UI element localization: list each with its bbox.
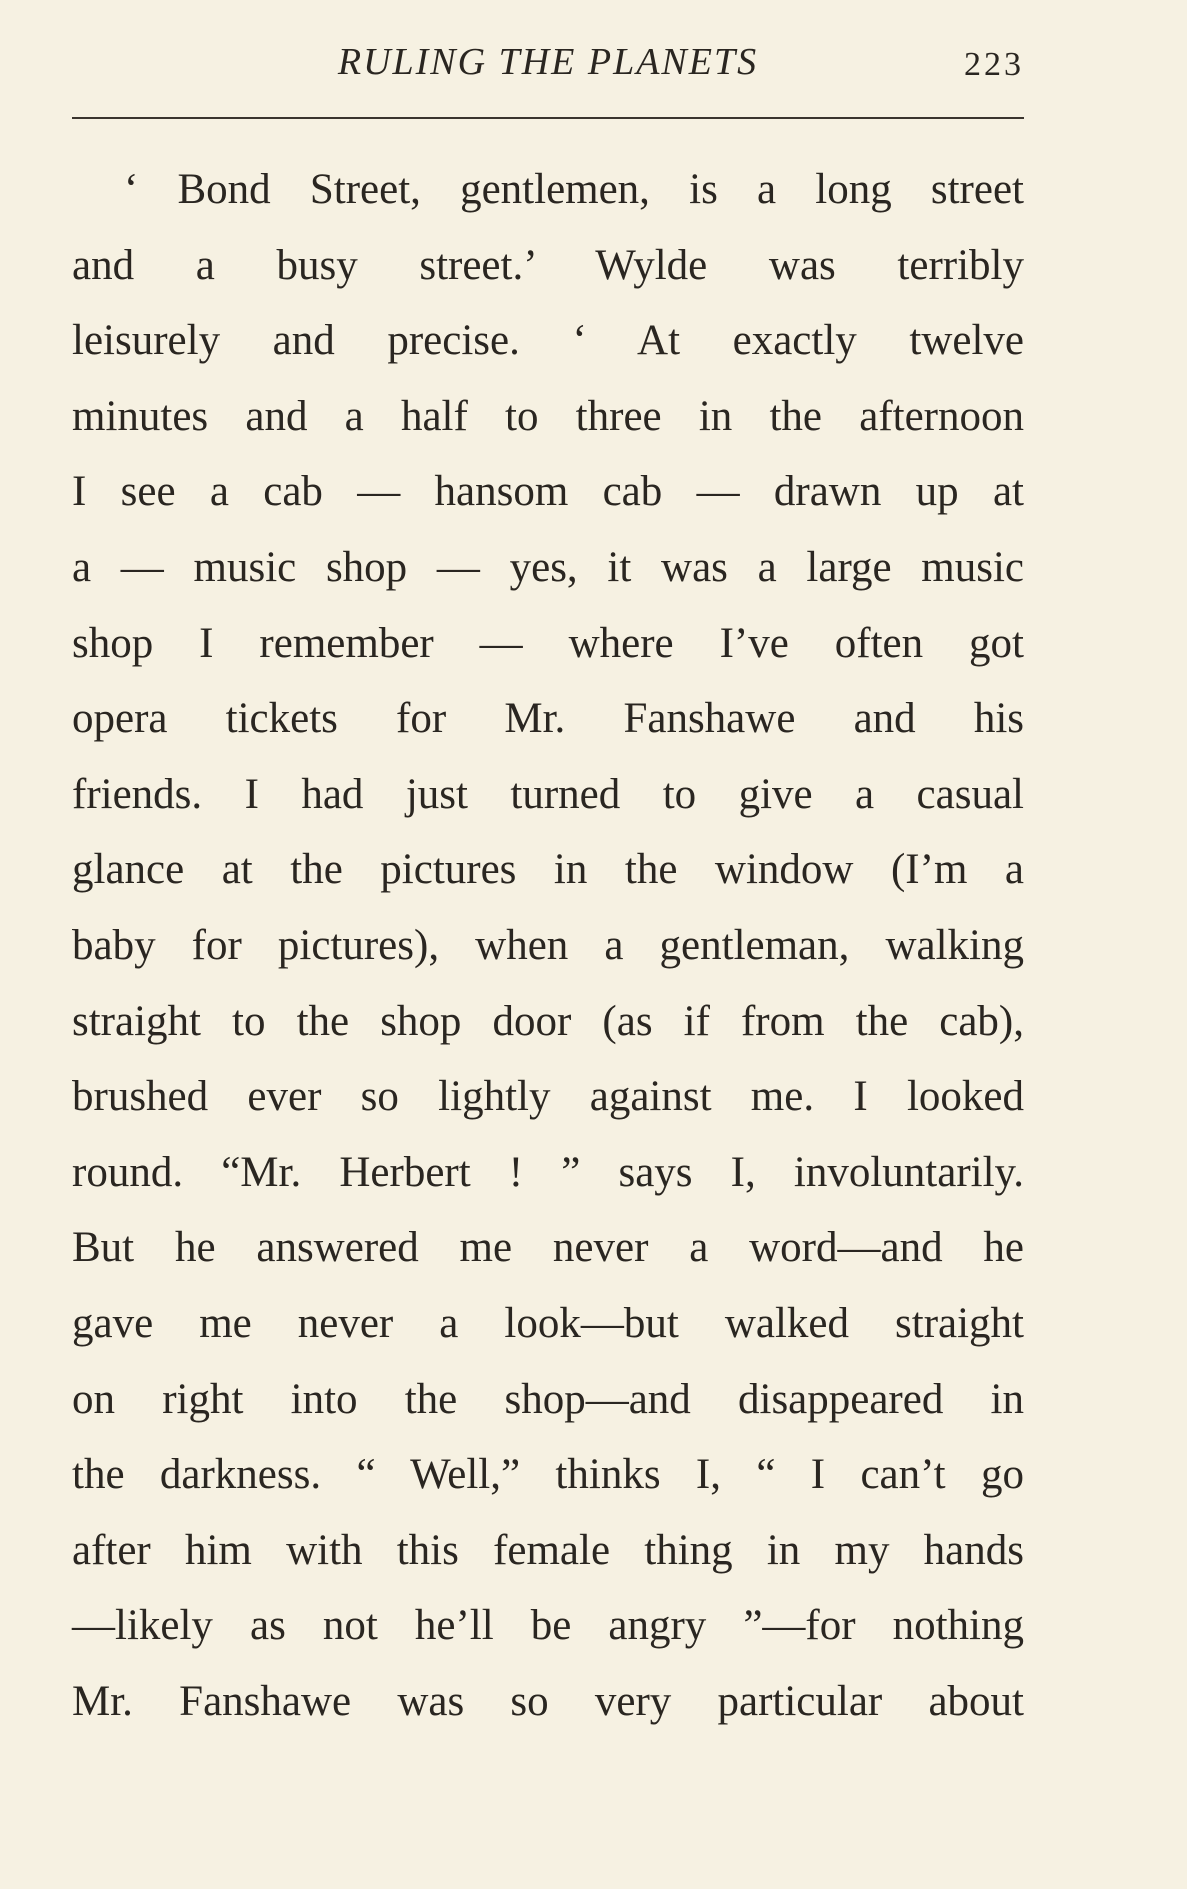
text-line: friends. I had just turned to give a casual	[72, 770, 1024, 818]
text-line: glance at the pictures in the window (I’m a	[72, 846, 1024, 894]
text-line: round. “Mr. Herbert ! ” says I, involuntarily.	[72, 1148, 1024, 1196]
text-line: Mr. Fanshawe was so very particular about	[72, 1677, 1024, 1725]
text-line: shop I remember — where I’ve often got	[72, 619, 1024, 667]
header-rule	[72, 117, 1024, 119]
text-line: the darkness. “ Well,” thinks I, “ I can’t go	[72, 1451, 1024, 1499]
text-line: on right into the shop—and disappeared in	[72, 1375, 1024, 1423]
text-line: ‘ Bond Street, gentlemen, is a long street	[124, 166, 1024, 213]
text-line: brushed ever so lightly against me. I looked	[72, 1073, 1024, 1121]
running-title: RULING THE PLANETS	[337, 41, 759, 83]
page-number: 223	[964, 46, 1024, 83]
text-line: But he answered me never a word—and he	[72, 1224, 1024, 1272]
body-text	[72, 152, 1024, 1739]
text-line: —likely as not he’ll be angry ”—for nothing	[72, 1602, 1024, 1650]
text-line: leisurely and precise. ‘ At exactly twelve	[72, 317, 1024, 365]
text-line: baby for pictures), when a gentleman, walking	[72, 921, 1024, 969]
text-line: gave me never a look—but walked straight	[72, 1299, 1024, 1347]
text-line: I see a cab — hansom cab — drawn up at	[72, 468, 1024, 516]
text-line: after him with this female thing in my hands	[72, 1526, 1024, 1574]
running-head	[72, 38, 1024, 88]
text-line: minutes and a half to three in the afternoon	[72, 392, 1024, 440]
text-line: a — music shop — yes, it was a large music	[72, 543, 1024, 591]
text-line: opera tickets for Mr. Fanshawe and his	[72, 695, 1024, 743]
text-line: straight to the shop door (as if from the cab),	[72, 997, 1024, 1045]
text-line: and a busy street.’ Wylde was terribly	[72, 241, 1024, 289]
